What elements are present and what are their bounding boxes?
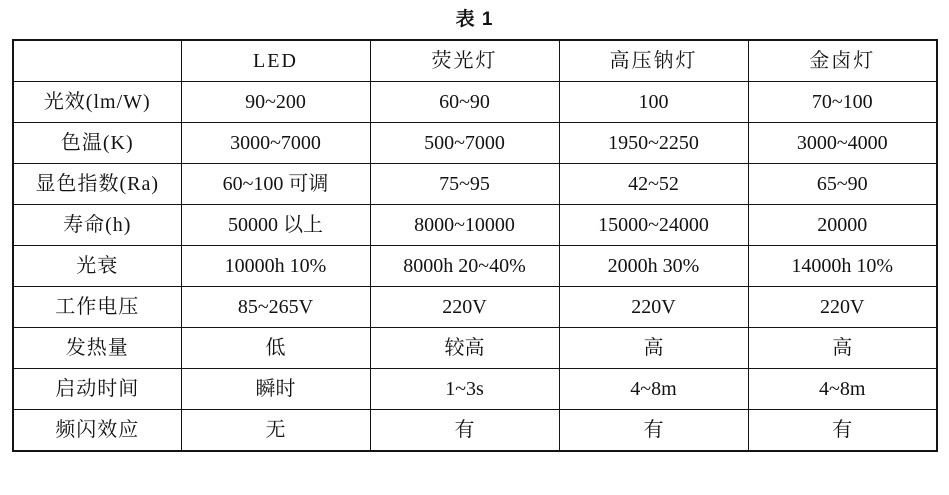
table-row <box>13 369 937 410</box>
table-header <box>13 40 937 82</box>
table-corner-cell <box>13 40 181 82</box>
table-cell: 较高 <box>370 328 559 369</box>
table-row <box>13 123 937 164</box>
table-cell: 高 <box>748 328 937 369</box>
column-header-fluorescent: 荧光灯 <box>370 40 559 82</box>
table-cell: 90~200 <box>181 82 370 123</box>
table-cell: 20000 <box>748 205 937 246</box>
table-row <box>13 82 937 123</box>
row-label-flicker-effect: 频闪效应 <box>13 410 181 452</box>
row-label-heat-generation: 发热量 <box>13 328 181 369</box>
table-row <box>13 328 937 369</box>
column-header-high-pressure-sodium: 高压钠灯 <box>559 40 748 82</box>
table-cell: 60~100 可调 <box>181 164 370 205</box>
table-cell: 有 <box>559 410 748 452</box>
table-cell: 无 <box>181 410 370 452</box>
row-label-lifespan: 寿命(h) <box>13 205 181 246</box>
table-cell: 有 <box>748 410 937 452</box>
table-cell: 8000~10000 <box>370 205 559 246</box>
table-cell: 42~52 <box>559 164 748 205</box>
table-cell: 1~3s <box>370 369 559 410</box>
table-row <box>13 205 937 246</box>
table-cell: 4~8m <box>748 369 937 410</box>
table-header-row <box>13 40 937 82</box>
table-cell: 8000h 20~40% <box>370 246 559 287</box>
table-cell: 15000~24000 <box>559 205 748 246</box>
table-cell: 低 <box>181 328 370 369</box>
table-cell: 1950~2250 <box>559 123 748 164</box>
table-cell: 65~90 <box>748 164 937 205</box>
table-cell: 220V <box>559 287 748 328</box>
table-cell: 50000 以上 <box>181 205 370 246</box>
table-row <box>13 287 937 328</box>
table-cell: 2000h 30% <box>559 246 748 287</box>
column-header-led: LED <box>181 40 370 82</box>
table-cell: 100 <box>559 82 748 123</box>
table-row <box>13 164 937 205</box>
row-label-working-voltage: 工作电压 <box>13 287 181 328</box>
table-row <box>13 246 937 287</box>
table-cell: 220V <box>370 287 559 328</box>
table-cell: 瞬时 <box>181 369 370 410</box>
table-cell: 60~90 <box>370 82 559 123</box>
table-cell: 10000h 10% <box>181 246 370 287</box>
row-label-luminous-efficacy: 光效(lm/W) <box>13 82 181 123</box>
row-label-startup-time: 启动时间 <box>13 369 181 410</box>
table-cell: 有 <box>370 410 559 452</box>
table-cell: 85~265V <box>181 287 370 328</box>
table-cell: 75~95 <box>370 164 559 205</box>
row-label-color-temperature: 色温(K) <box>13 123 181 164</box>
table-cell: 14000h 10% <box>748 246 937 287</box>
table-caption: 表 1 <box>455 9 494 30</box>
table-row <box>13 410 937 452</box>
row-label-color-rendering-index: 显色指数(Ra) <box>13 164 181 205</box>
table-cell: 500~7000 <box>370 123 559 164</box>
table-cell: 3000~4000 <box>748 123 937 164</box>
table-cell: 70~100 <box>748 82 937 123</box>
table-cell: 220V <box>748 287 937 328</box>
row-label-lumen-depreciation: 光衰 <box>13 246 181 287</box>
table-cell: 3000~7000 <box>181 123 370 164</box>
column-header-metal-halide: 金卤灯 <box>748 40 937 82</box>
lamp-comparison-table <box>12 39 938 452</box>
table-body <box>13 82 937 452</box>
table-cell: 4~8m <box>559 369 748 410</box>
table-cell: 高 <box>559 328 748 369</box>
